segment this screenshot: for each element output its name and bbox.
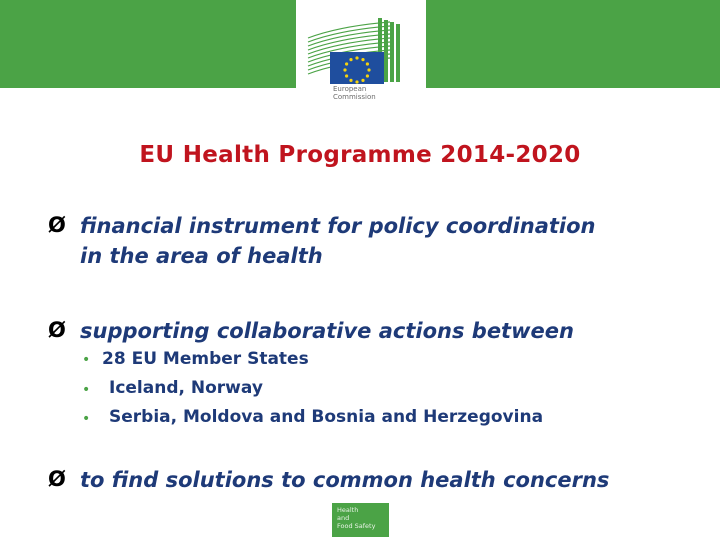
sub-bullet-2: Iceland, Norway (109, 378, 263, 398)
sub-bullet-dot: • (82, 352, 91, 368)
flag-star-icon (345, 74, 348, 77)
bullet-3: to find solutions to common health concerns (80, 468, 610, 492)
logo-text (333, 85, 376, 101)
sub-bullet-3: Serbia, Moldova and Bosnia and Herzegovina (109, 407, 544, 427)
bullet-2: supporting collaborative actions between (80, 319, 574, 343)
arrow-bullet-icon: Ø (48, 213, 66, 237)
logo-text-line2: Commission (333, 93, 376, 101)
flag-star-icon (343, 68, 346, 71)
arrow-bullet-icon: Ø (48, 467, 66, 491)
bullet-1 (80, 211, 596, 271)
arrow-bullet-icon: Ø (48, 318, 66, 342)
flag-star-icon (355, 80, 358, 83)
sub-bullet-dot: • (82, 382, 91, 398)
flag-star-icon (361, 79, 364, 82)
flag-star-icon (361, 58, 364, 61)
flag-star-icon (367, 68, 370, 71)
logo-text-line1: European (333, 85, 367, 93)
slide-title: EU Health Programme 2014-2020 (139, 142, 581, 168)
flag-star-icon (345, 62, 348, 65)
badge-line2: and (337, 514, 350, 522)
flag-star-icon (349, 58, 352, 61)
bullet-1-line2: in the area of health (80, 244, 323, 268)
health-food-safety-badge-text (337, 506, 375, 530)
sub-bullet-dot: • (82, 411, 91, 427)
flag-star-icon (355, 56, 358, 59)
badge-line1: Health (337, 506, 359, 514)
european-commission-logo-icon (300, 8, 410, 84)
flag-star-icon (366, 74, 369, 77)
flag-star-icon (349, 79, 352, 82)
bullet-1-line1: financial instrument for policy coordination (80, 214, 596, 238)
flag-star-icon (366, 62, 369, 65)
sub-bullet-1: 28 EU Member States (102, 349, 309, 369)
badge-line3: Food Safety (337, 522, 376, 530)
